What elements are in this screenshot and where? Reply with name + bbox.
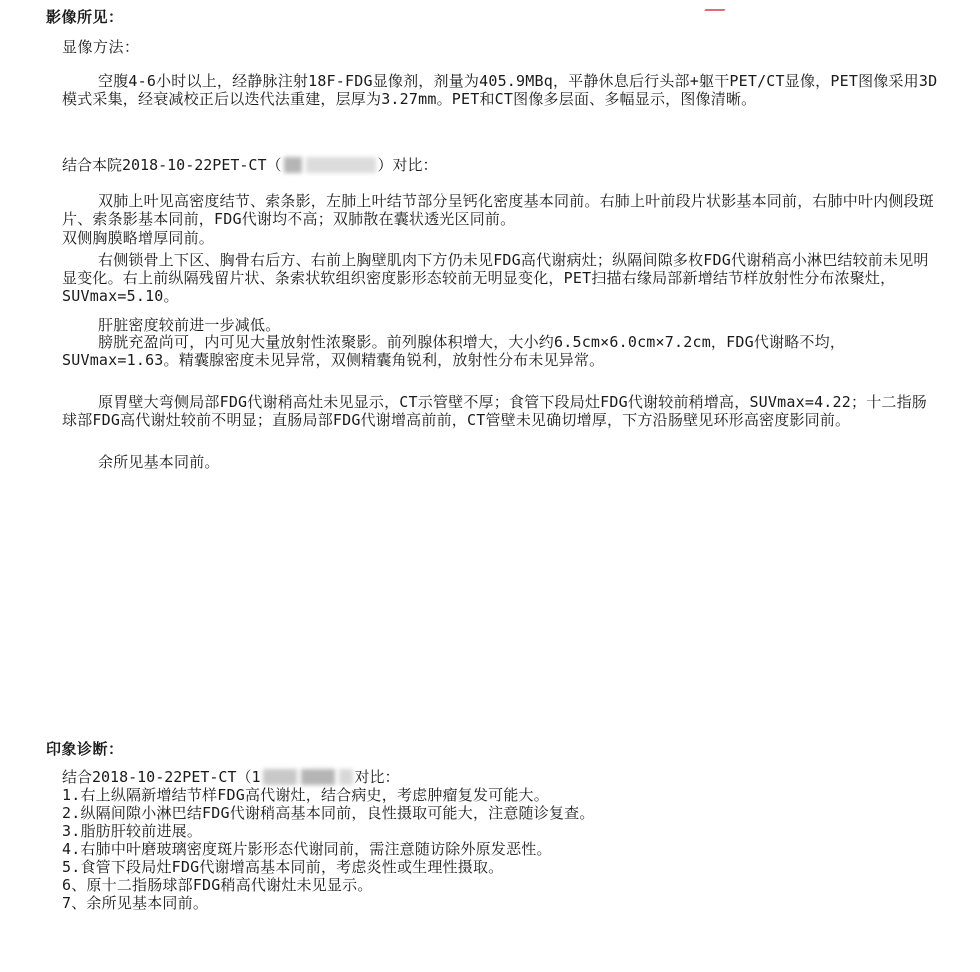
red-pen-mark (704, 0, 732, 11)
redaction-block (306, 157, 376, 173)
finding-lungs: 双肺上叶见高密度结节、索条影，左肺上叶结节部分呈钙化密度基本同前。右肺上叶前段片状影基本同前，右肺中叶内侧段斑片、索条影基本同前，FDG代谢均不高；双肺散在囊状透光区同前。 (62, 192, 935, 228)
impression-comparison-line (62, 766, 400, 787)
finding-pleura: 双侧胸膜略增厚同前。 (62, 229, 215, 247)
redaction-block (263, 769, 297, 785)
findings-heading: 影像所见： (46, 8, 124, 26)
finding-liver: 肝脏密度较前进一步减低。 (98, 316, 281, 334)
impression-item: 3.脂肪肝较前进展。 (62, 822, 203, 840)
impression-item: 4.右肺中叶磨玻璃密度斑片影形态代谢同前，需注意随访除外原发恶性。 (62, 840, 552, 858)
impression-list (62, 786, 595, 912)
redaction-block (301, 769, 335, 785)
finding-bladder-prostate: 膀胱充盈尚可，内可见大量放射性浓聚影。前列腺体积增大，大小约6.5cm×6.0cm×7.2cm，FDG代谢略不均，SUVmax=1.63。精囊腺密度未见异常，双侧精囊角锐利，放射性分布未见异常。 (62, 333, 846, 369)
comparison-suffix: ）对比： (377, 156, 438, 174)
impression-comparison-prefix: 结合2018-10-22PET-CT（1 (62, 768, 261, 786)
finding-mediastinum: 右侧锁骨上下区、胸骨右后方、右前上胸壁肌肉下方仍未见FDG高代谢病灶；纵隔间隙多枚FDG代谢稍高小淋巴结较前未见明显变化。右上前纵隔残留片状、条索状软组织密度影形态较前无明显变化，PET扫描右缘局部新增结节样放射性分布浓聚灶，SUVmax=5.10。 (62, 251, 929, 305)
redaction-block (339, 769, 353, 785)
redaction-block (284, 157, 302, 173)
impression-item: 2.纵隔间隙小淋巴结FDG代谢稍高基本同前，良性摄取可能大，注意随诊复查。 (62, 804, 595, 822)
comparison-line (62, 154, 438, 175)
comparison-prefix: 结合本院2018-10-22PET-CT（ (62, 156, 282, 174)
impression-comparison-suffix: 对比： (354, 768, 400, 786)
impression-item: 1.右上纵隔新增结节样FDG高代谢灶，结合病史，考虑肿瘤复发可能大。 (62, 786, 549, 804)
impression-item: 6、原十二指肠球部FDG稍高代谢灶未见显示。 (62, 876, 373, 894)
impression-item: 5.食管下段局灶FDG代谢增高基本同前，考虑炎性或生理性摄取。 (62, 858, 504, 876)
finding-gi-tract: 原胃壁大弯侧局部FDG代谢稍高灶未见显示，CT示管壁不厚；食管下段局灶FDG代谢较前稍增高，SUVmax=4.22；十二指肠球部FDG高代谢灶较前不明显；直肠局部FDG代谢增高前前，CT管壁未见确切增厚，下方沿肠壁见环形高密度影同前。 (62, 393, 927, 429)
method-title: 显像方法： (62, 38, 140, 56)
method-paragraph: 空腹4-6小时以上，经静脉注射18F-FDG显像剂，剂量为405.9MBq，平静休息后行头部+躯干PET/CT显像，PET图像采用3D模式采集，经衰减校正后以迭代法重建，层厚为3.27mm。PET和CT图像多层面、多幅显示，图像清晰。 (62, 72, 938, 108)
impression-heading: 印象诊断： (46, 740, 124, 758)
impression-item: 7、余所见基本同前。 (62, 894, 209, 912)
finding-others: 余所见基本同前。 (98, 453, 220, 471)
